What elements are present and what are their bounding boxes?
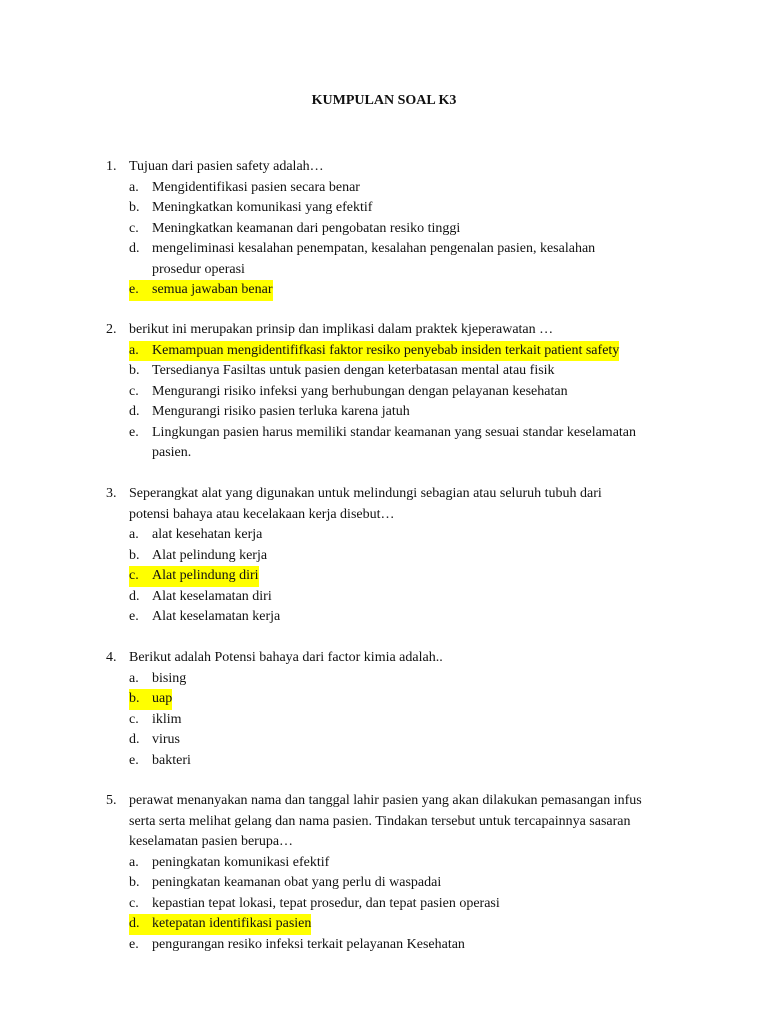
option-letter: a.	[129, 854, 139, 870]
option-letter: e.	[129, 936, 139, 952]
option-letter: a.	[129, 527, 139, 542]
option-text: bising	[152, 670, 187, 686]
option-letter: c.	[129, 383, 139, 399]
answer-option	[0, 341, 768, 362]
option-text: iklim	[152, 711, 182, 727]
option-text: Alat keselamatan kerja	[152, 609, 281, 624]
correct-answer-text: uap	[152, 689, 172, 710]
question-text: Tujuan dari pasien safety adalah…	[129, 159, 324, 174]
option-text: Mengurangi risiko infeksi yang berhubungan dengan pelayanan kesehatan	[152, 383, 568, 399]
answer-option	[0, 198, 768, 219]
option-text: alat kesehatan kerja	[152, 527, 263, 542]
question-text: Seperangkat alat yang digunakan untuk melindungi sebagian atau seluruh tubuh dari	[129, 486, 602, 501]
correct-answer-text: ketepatan identifikasi pasien	[152, 914, 311, 935]
question-2	[0, 320, 768, 464]
option-text: peningkatan komunikasi efektif	[152, 854, 330, 870]
option-letter: c.	[129, 895, 139, 911]
correct-answer-text: Alat pelindung diri	[152, 566, 259, 587]
answer-option	[0, 239, 768, 260]
option-text: Meningkatkan komunikasi yang efektif	[152, 200, 373, 215]
question-line	[0, 320, 768, 341]
answer-option	[0, 280, 768, 301]
answer-option	[0, 525, 768, 546]
option-text: bakteri	[152, 752, 191, 768]
answer-option	[0, 935, 768, 956]
option-letter: d.	[129, 241, 140, 256]
answer-option	[0, 587, 768, 608]
option-letter: e.	[129, 424, 139, 440]
answer-option	[0, 914, 768, 935]
option-text: mengeliminasi kesalahan penempatan, kesalahan pengenalan pasien, kesalahan	[152, 241, 596, 256]
option-letter: d.	[129, 404, 140, 419]
option-letter: d.	[129, 588, 140, 604]
correct-answer-text: semua jawaban benar	[152, 280, 273, 301]
question-5	[0, 791, 768, 955]
option-letter: c.	[129, 220, 139, 236]
answer-option	[0, 566, 768, 587]
answer-option	[0, 361, 768, 382]
answer-option	[0, 382, 768, 403]
option-letter: a.	[129, 179, 139, 195]
option-letter: c.	[129, 566, 152, 587]
question-line	[0, 648, 768, 669]
option-text: pengurangan resiko infeksi terkait pelayanan Kesehatan	[152, 936, 465, 952]
option-letter: d.	[129, 732, 140, 747]
option-text: prosedur operasi	[152, 261, 245, 277]
question-4	[0, 648, 768, 771]
answer-option	[0, 730, 768, 751]
answer-option	[0, 894, 768, 915]
answer-option	[0, 423, 768, 444]
option-text: Mengidentifikasi pasien secara benar	[152, 179, 360, 195]
page-title: KUMPULAN SOAL K3	[311, 93, 457, 108]
question-line	[0, 812, 768, 833]
answer-option-continuation	[0, 260, 768, 281]
answer-option	[0, 751, 768, 772]
option-letter: a.	[129, 670, 139, 686]
option-letter: e.	[129, 752, 139, 768]
option-letter: b.	[129, 200, 140, 215]
answer-option-continuation	[0, 443, 768, 464]
question-text: potensi bahaya atau kecelakaan kerja disebut…	[129, 506, 395, 522]
question-line	[0, 157, 768, 178]
option-letter: e.	[129, 609, 139, 624]
question-3	[0, 484, 768, 628]
question-line	[0, 832, 768, 853]
question-line	[0, 791, 768, 812]
option-text: pasien.	[152, 445, 192, 460]
question-line	[0, 484, 768, 505]
question-number: 3.	[106, 486, 117, 501]
option-text: Alat keselamatan diri	[152, 588, 272, 604]
answer-option	[0, 710, 768, 731]
answer-option	[0, 689, 768, 710]
option-text: Meningkatkan keamanan dari pengobatan resiko tinggi	[152, 220, 461, 236]
option-text: peningkatan keamanan obat yang perlu di waspadai	[152, 875, 442, 890]
answer-option	[0, 219, 768, 240]
question-number: 4.	[106, 650, 117, 665]
question-number: 1.	[106, 159, 117, 174]
question-text: serta serta melihat gelang dan nama pasien. Tindakan tersebut untuk tercapainnya sasaran	[129, 813, 631, 829]
answer-option	[0, 546, 768, 567]
answer-option	[0, 853, 768, 874]
question-text: keselamatan pasien berupa…	[129, 834, 294, 849]
option-text: Mengurangi risiko pasien terluka karena jatuh	[152, 404, 410, 419]
option-text: Lingkungan pasien harus memiliki standar keamanan yang sesuai standar keselamatan	[152, 424, 637, 440]
question-text: berikut ini merupakan prinsip dan implikasi dalam praktek kjeperawatan …	[129, 322, 554, 337]
option-text: kepastian tepat lokasi, tepat prosedur, dan tepat pasien operasi	[152, 895, 500, 911]
answer-option	[0, 607, 768, 628]
option-letter: b.	[129, 547, 140, 563]
option-letter: a.	[129, 341, 152, 362]
option-letter: b.	[129, 689, 152, 710]
question-number: 5.	[106, 793, 117, 808]
option-letter: b.	[129, 875, 140, 890]
option-text: Tersedianya Fasiltas untuk pasien dengan keterbatasan mental atau fisik	[152, 363, 555, 378]
option-letter: c.	[129, 711, 139, 727]
answer-option	[0, 178, 768, 199]
answer-option	[0, 402, 768, 423]
option-letter: d.	[129, 914, 152, 935]
option-text: Alat pelindung kerja	[152, 547, 268, 563]
question-line	[0, 505, 768, 526]
option-letter: e.	[129, 280, 152, 301]
correct-answer-text: Kemampuan mengidentififkasi faktor resiko penyebab insiden terkait patient safety	[152, 341, 619, 362]
question-text: perawat menanyakan nama dan tanggal lahir pasien yang akan dilakukan pemasangan infus	[129, 793, 642, 808]
option-text: virus	[152, 732, 180, 747]
answer-option	[0, 669, 768, 690]
question-text: Berikut adalah Potensi bahaya dari factor kimia adalah..	[129, 650, 443, 665]
question-1	[0, 157, 768, 301]
option-letter: b.	[129, 363, 140, 378]
question-number: 2.	[106, 322, 117, 337]
answer-option	[0, 873, 768, 894]
